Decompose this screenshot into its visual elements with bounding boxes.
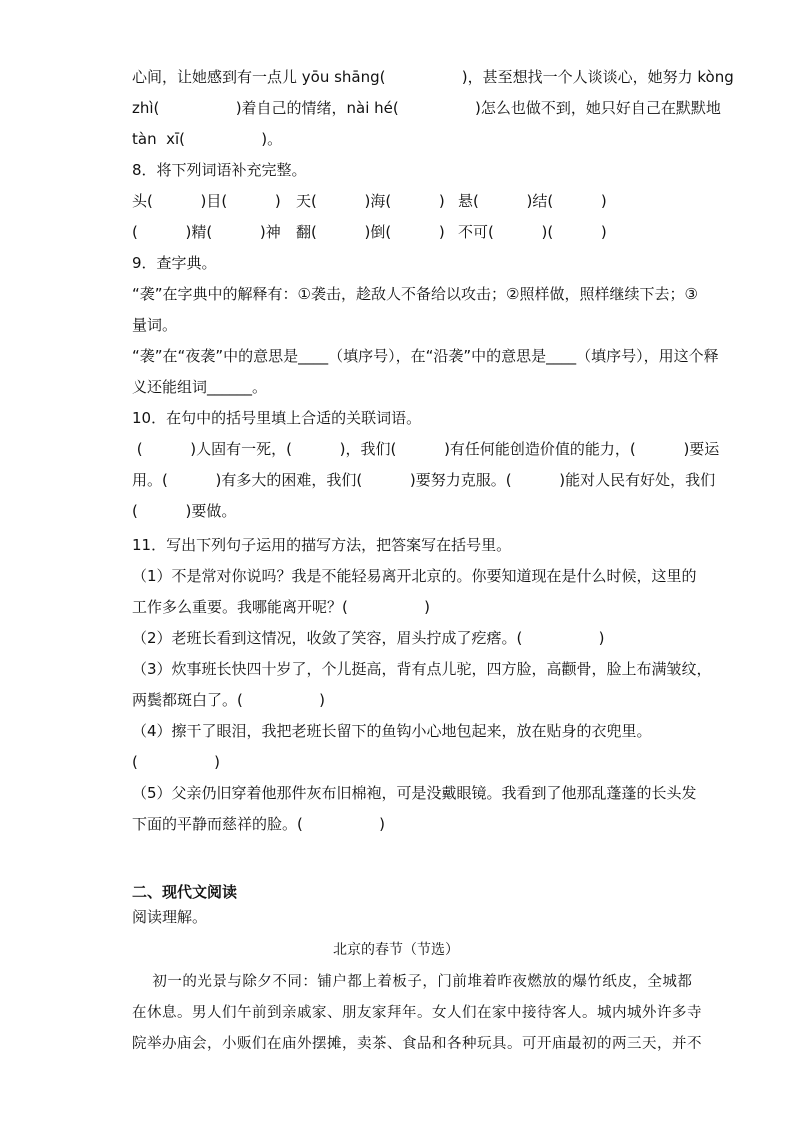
q11-sentence-1: （1）不是常对你说吗？我是不能轻易离开北京的。你要知道现在是什么时候，这里的: [132, 567, 697, 585]
q8-item: 不可( )( ): [458, 223, 607, 241]
q8-item: 翻( )倒( ): [296, 223, 445, 241]
q11-sentence-3: （3）炊事班长快四十岁了，个儿挺高，背有点儿驼，四方脸，高颧骨，脸上布满皱纹，: [132, 660, 712, 678]
q10-line-2: 用。( )有多大的困难，我们( )要努力克服。( )能对人民有好处，我们: [132, 471, 716, 489]
q11-sentence-2: （2）老班长看到这情况，收敛了笑容，眉头拧成了疙瘩。( ): [132, 629, 605, 647]
q11-sentence-3-cont: 两鬓都斑白了。( ): [132, 691, 325, 709]
q11-sentence-5-cont: 下面的平静而慈祥的脸。( ): [132, 815, 385, 833]
passage-line-2: 在休息。男人们午前到亲戚家、朋友家拜年。女人们在家中接待客人。城内城外许多寺: [132, 1005, 702, 1021]
q11-sentence-4-cont: ( ): [132, 753, 220, 771]
q11-sentence-4: （4）擦干了眼泪，我把老班长留下的鱼钩小心地包起来，放在贴身的衣兜里。: [132, 722, 652, 740]
section-heading: 二、现代文阅读: [132, 883, 238, 901]
q8-item: 头( )目( ): [132, 192, 281, 210]
q9-line-2: 量词。: [132, 316, 178, 334]
q11-sentence-5: （5）父亲仍旧穿着他那件灰布旧棉袍，可是没戴眼镜。我看到了他那乱蓬蓬的长头发: [132, 784, 697, 802]
q7-line-3: tàn xī( )。: [132, 130, 283, 148]
q7-line-1: 心间，让她感到有一点儿 yōu shāng( )，甚至想找一个人谈谈心，她努力 kòng: [132, 68, 734, 86]
q11-sentence-1-cont: 工作多么重要。我哪能离开呢？( ): [132, 598, 430, 616]
q10-title: 10．在句中的括号里填上合适的关联词语。: [132, 409, 422, 427]
passage-line-3: 院举办庙会，小贩们在庙外摆摊，卖茶、食品和各种玩具。可开庙最初的两三天，并不: [132, 1036, 702, 1052]
q9-line-4: 义还能组词______。: [132, 378, 268, 396]
passage-line-1: 初一的光景与除夕不同：铺户都上着板子，门前堆着昨夜燃放的爆竹纸皮，全城都: [132, 974, 693, 990]
q8-title: 8．将下列词语补充完整。: [132, 161, 307, 179]
q8-item: 天( )海( ): [296, 192, 445, 210]
passage-title: 北京的春节（节选）: [333, 942, 459, 958]
q10-line-3: ( )要做。: [132, 502, 237, 520]
section-subheading: 阅读理解。: [132, 908, 208, 926]
q9-line-3: “袭”在“夜袭”中的意思是____（填序号），在“沿袭”中的意思是____（填序号），用这个释: [132, 347, 719, 365]
q9-line-1: “袭”在字典中的解释有：①袭击，趁敌人不备给以攻击；②照样做，照样继续下去；③: [132, 285, 698, 303]
q10-line-1: ( )人固有一死，( )，我们( )有任何能创造价值的能力，( )要运: [132, 440, 720, 458]
q9-title: 9．查字典。: [132, 254, 217, 272]
q8-item: 悬( )结( ): [458, 192, 607, 210]
q11-title: 11．写出下列句子运用的描写方法，把答案写在括号里。: [132, 536, 512, 554]
q8-item: ( )精( )神: [132, 223, 281, 241]
q7-line-2: zhì( )着自己的情绪，nài hé( )怎么也做不到，她只好自己在默默地: [132, 99, 721, 117]
